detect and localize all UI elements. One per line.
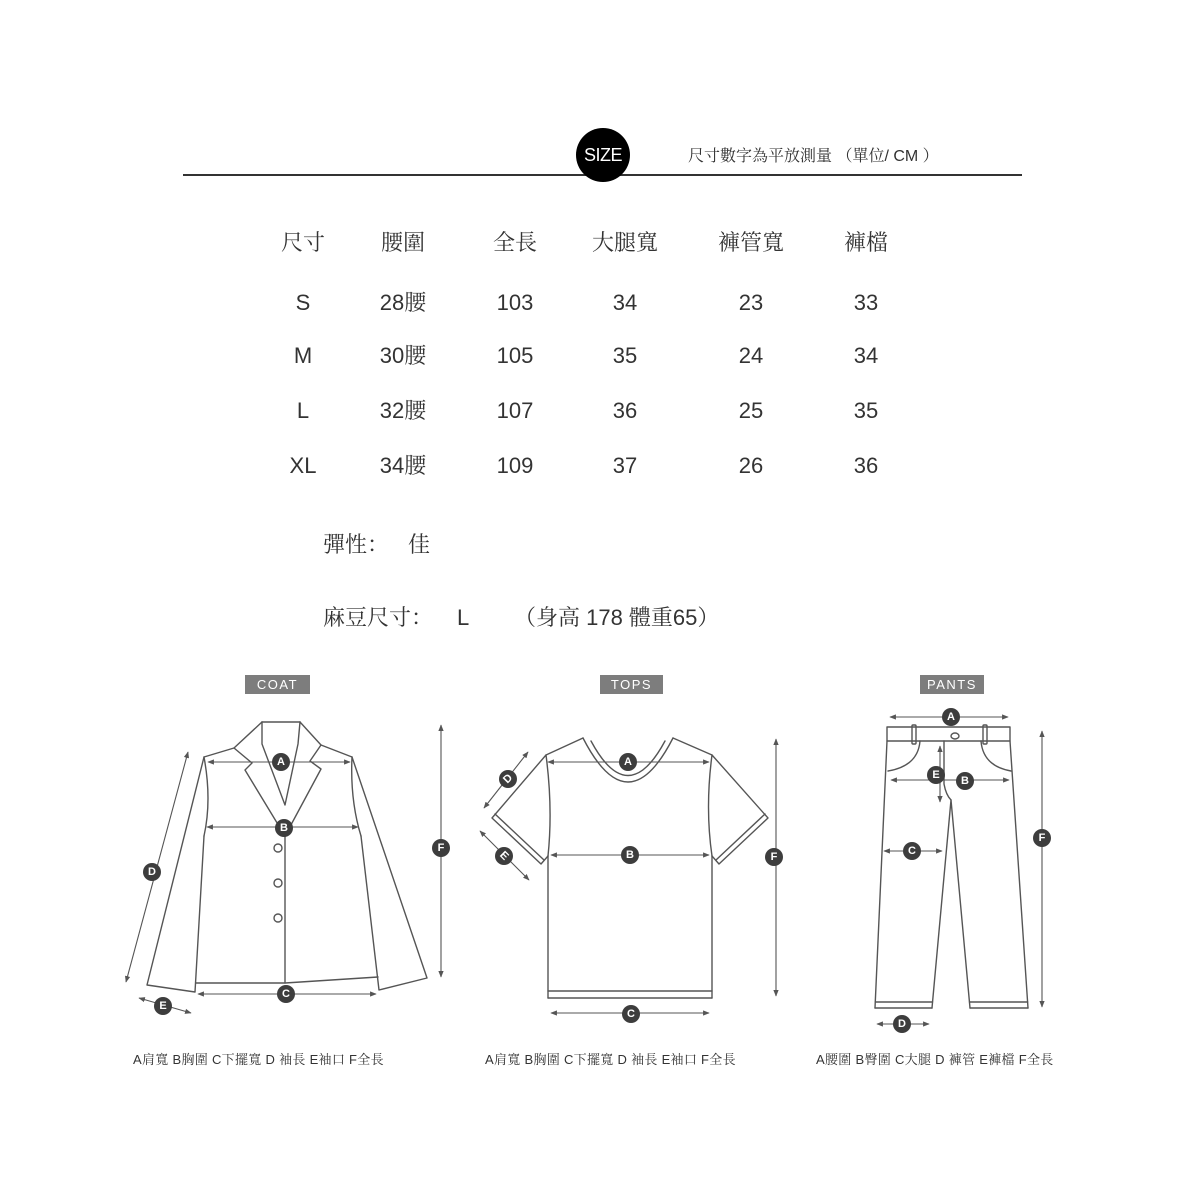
- table-cell: 34: [853, 343, 879, 368]
- marker-letter: C: [282, 988, 290, 1000]
- model-body-info: （身高 178 體重65）: [514, 605, 720, 630]
- marker-letter: F: [1038, 832, 1046, 844]
- table-column-header: 褲檔: [843, 230, 889, 255]
- table-row-size: M: [293, 343, 313, 368]
- marker-letter: F: [437, 842, 445, 854]
- model-size-label: 麻豆尺寸：: [323, 605, 434, 630]
- table-cell: 30腰: [379, 343, 427, 368]
- table-cell: 107: [496, 398, 534, 423]
- marker-letter: F: [770, 851, 778, 863]
- pants-marker-c: [903, 842, 921, 860]
- coat-button: [274, 844, 282, 852]
- elasticity-label: 彈性：: [323, 532, 390, 557]
- tops-left-armhole: [546, 755, 550, 856]
- tops-marker-a: [619, 753, 637, 771]
- pants-category-label: PANTS: [920, 675, 984, 694]
- size-badge: SIZE: [576, 128, 630, 182]
- coat-category-label: COAT: [245, 675, 310, 694]
- tops-category-label: TOPS: [600, 675, 663, 694]
- table-cell: 28腰: [379, 290, 427, 315]
- table-column-header: 全長: [492, 230, 538, 255]
- pants-button: [951, 733, 959, 739]
- coat-left-armhole: [204, 757, 208, 836]
- table-cell: 33: [853, 290, 879, 315]
- pants-right-pocket: [981, 741, 1011, 771]
- tops-right-sleeve-stitch: [716, 814, 765, 860]
- marker-letter: D: [500, 771, 516, 787]
- tops-diagram: [480, 738, 783, 1023]
- coat-marker-b: [275, 819, 293, 837]
- coat-marker-c: [277, 985, 295, 1003]
- pants-left-pocket: [888, 741, 920, 771]
- coat-caption: A肩寬 B胸圍 C下擺寬 D 袖長 E袖口 F全長: [133, 1052, 384, 1067]
- pants-marker-b: [956, 772, 974, 790]
- tops-caption: A肩寬 B胸圍 C下擺寬 D 袖長 E袖口 F全長: [485, 1052, 736, 1067]
- pants-inseam: [932, 800, 970, 1008]
- coat-button: [274, 879, 282, 887]
- elasticity-value: 佳: [408, 532, 431, 557]
- table-column-header: 腰圍: [380, 230, 426, 255]
- pants-marker-a: [942, 708, 960, 726]
- pants-waistband: [887, 727, 1010, 741]
- table-cell: 26: [738, 453, 764, 478]
- table-row-size: XL: [289, 453, 317, 478]
- table-cell: 36: [853, 453, 879, 478]
- measurement-note: 尺寸數字為平放測量 （單位/ CM ）: [688, 148, 939, 165]
- marker-letter: A: [277, 756, 285, 768]
- tops-marker-d: [499, 770, 517, 788]
- coat-hem: [196, 977, 378, 983]
- table-cell: 35: [853, 398, 879, 423]
- tops-left-sleeve: [492, 738, 583, 864]
- table-column-header: 尺寸: [280, 230, 326, 255]
- pants-diagram: [875, 708, 1051, 1033]
- pants-marker-d: [893, 1015, 911, 1033]
- marker-letter: A: [624, 756, 632, 768]
- table-cell: 23: [738, 290, 764, 315]
- table-cell: 25: [738, 398, 764, 423]
- pants-marker-f: [1033, 829, 1051, 847]
- marker-letter: B: [626, 849, 634, 861]
- pants-outline: [875, 725, 1028, 1008]
- table-cell: 109: [496, 453, 534, 478]
- tops-marker-b: [621, 846, 639, 864]
- pants-right-outseam: [1010, 741, 1028, 1008]
- table-cell: 24: [738, 343, 764, 368]
- table-column-header: 大腿寬: [591, 230, 659, 255]
- marker-letter: E: [932, 769, 940, 781]
- coat-button: [274, 914, 282, 922]
- coat-marker-e: [154, 997, 172, 1015]
- table-cell: 36: [612, 398, 638, 423]
- marker-letter: B: [280, 822, 288, 834]
- marker-letter: D: [148, 866, 156, 878]
- tops-right-armhole: [709, 755, 713, 856]
- pants-marker-e: [927, 766, 945, 784]
- coat-marker-a: [272, 753, 290, 771]
- marker-letter: C: [908, 845, 916, 857]
- pants-left-outseam: [875, 741, 887, 1008]
- coat-left-lapel: [234, 722, 285, 836]
- table-cell: 35: [612, 343, 638, 368]
- tops-right-sleeve: [673, 738, 768, 864]
- table-column-header: 褲管寬: [717, 230, 785, 255]
- table-cell: 105: [496, 343, 534, 368]
- marker-letter: C: [627, 1008, 635, 1020]
- table-cell: 103: [496, 290, 534, 315]
- pants-caption: A腰圍 B臀圍 C大腿 D 褲管 E褲檔 F全長: [816, 1052, 1054, 1067]
- table-cell: 32腰: [379, 398, 427, 423]
- marker-letter: B: [961, 775, 969, 787]
- marker-letter: E: [497, 849, 511, 863]
- coat-right-sleeve: [321, 745, 427, 990]
- coat-diagram: [126, 722, 450, 1015]
- table-cell: 34腰: [379, 453, 427, 478]
- table-cell: 34: [612, 290, 638, 315]
- table-row-size: S: [295, 290, 311, 315]
- pants-fly: [944, 741, 951, 800]
- table-row-size: L: [296, 398, 310, 423]
- table-cell: 37: [612, 453, 638, 478]
- tops-marker-f: [765, 848, 783, 866]
- marker-letter: E: [159, 1000, 167, 1012]
- tops-outline: [492, 738, 768, 998]
- marker-letter: D: [898, 1018, 906, 1030]
- marker-letter: A: [947, 711, 955, 723]
- coat-marker-d: [143, 863, 161, 881]
- model-size-value: L: [457, 605, 470, 630]
- tops-marker-e: [495, 847, 513, 865]
- tops-marker-c: [622, 1005, 640, 1023]
- coat-marker-f: [432, 839, 450, 857]
